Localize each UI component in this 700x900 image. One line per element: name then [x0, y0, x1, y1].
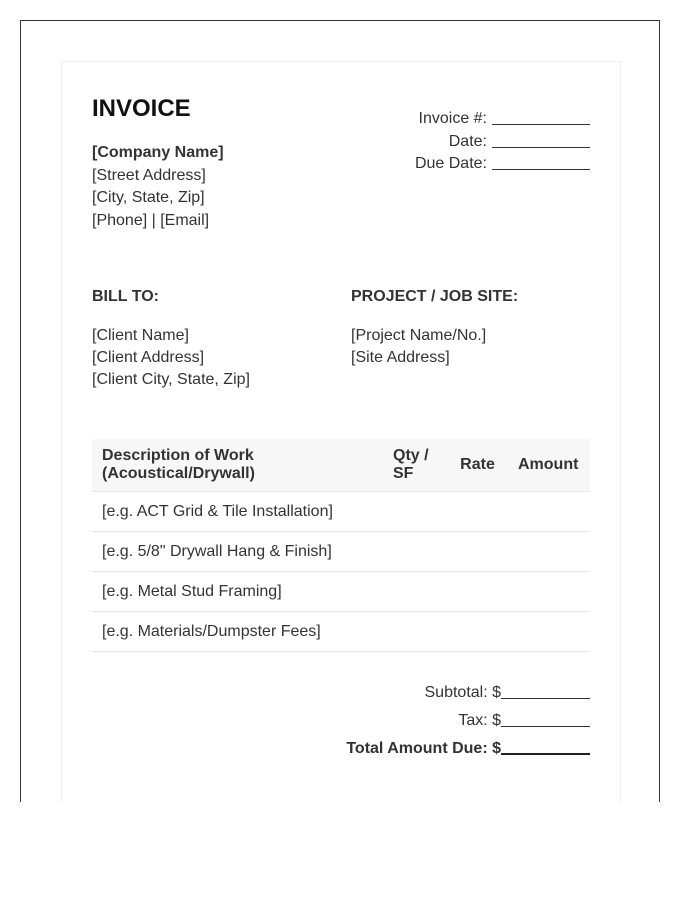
- row-qty[interactable]: [383, 572, 445, 612]
- date-row: [415, 131, 590, 154]
- row-amount[interactable]: [510, 532, 590, 572]
- table-row: [92, 612, 590, 652]
- row-rate[interactable]: [445, 572, 510, 612]
- invoice-number-blank[interactable]: [492, 108, 590, 125]
- qty-header: [383, 439, 445, 492]
- tax-blank[interactable]: [501, 710, 590, 727]
- rate-header: Rate: [445, 439, 510, 492]
- total-due-blank[interactable]: [501, 737, 590, 755]
- subtotal-label: Subtotal: $: [424, 684, 501, 701]
- invoice-meta: [415, 108, 590, 176]
- project-name: [Project Name/No.]: [351, 327, 487, 344]
- table-row: [92, 492, 590, 532]
- invoice-number-row: [415, 108, 590, 131]
- date-blank[interactable]: [492, 131, 590, 148]
- row-amount[interactable]: [510, 612, 590, 652]
- row-description[interactable]: [e.g. ACT Grid & Tile Installation]: [92, 492, 383, 532]
- row-rate[interactable]: [445, 612, 510, 652]
- project-block: [351, 325, 486, 369]
- row-description[interactable]: [e.g. 5/8" Drywall Hang & Finish]: [92, 532, 383, 572]
- invoice-title: INVOICE: [92, 95, 191, 122]
- table-header-row: [92, 439, 590, 492]
- table-row: [92, 572, 590, 612]
- qty-header-line1: Qty /: [393, 447, 429, 464]
- bill-to-heading: BILL TO:: [92, 288, 159, 305]
- company-city: [City, State, Zip]: [92, 189, 205, 206]
- due-date-label: Due Date:: [414, 155, 487, 172]
- table-row: [92, 532, 590, 572]
- description-header: [92, 439, 383, 492]
- company-info: [92, 142, 224, 232]
- client-city: [Client City, State, Zip]: [92, 371, 250, 388]
- row-amount[interactable]: [510, 492, 590, 532]
- subtotal-blank[interactable]: [501, 682, 590, 699]
- row-qty[interactable]: [383, 612, 445, 652]
- company-name: [Company Name]: [92, 144, 224, 161]
- client-name: [Client Name]: [92, 327, 189, 344]
- site-address: [Site Address]: [351, 349, 450, 366]
- subtotal-row: [346, 682, 590, 710]
- row-rate[interactable]: [445, 532, 510, 572]
- due-date-blank[interactable]: [492, 153, 590, 170]
- row-qty[interactable]: [383, 492, 445, 532]
- invoice-number-label: Invoice #:: [418, 110, 487, 127]
- row-description[interactable]: [e.g. Metal Stud Framing]: [92, 572, 383, 612]
- bill-to-block: [92, 325, 250, 391]
- description-header-line1: Description of Work: [102, 447, 254, 464]
- row-qty[interactable]: [383, 532, 445, 572]
- row-description[interactable]: [e.g. Materials/Dumpster Fees]: [92, 612, 383, 652]
- row-rate[interactable]: [445, 492, 510, 532]
- total-due-label: Total Amount Due: $: [346, 740, 501, 757]
- project-heading: PROJECT / JOB SITE:: [351, 288, 519, 305]
- work-table: [92, 439, 590, 652]
- amount-header: Amount: [510, 439, 590, 492]
- client-address: [Client Address]: [92, 349, 205, 366]
- tax-label: Tax: $: [458, 711, 501, 729]
- description-header-line2: (Acoustical/Drywall): [102, 465, 255, 482]
- totals-block: [346, 682, 590, 765]
- tax-row: [346, 710, 590, 738]
- company-street: [Street Address]: [92, 166, 206, 184]
- company-contact: [Phone] | [Email]: [92, 211, 210, 229]
- date-label: Date:: [448, 132, 487, 150]
- qty-header-line2: SF: [393, 465, 414, 482]
- total-due-row: [346, 737, 590, 765]
- row-amount[interactable]: [510, 572, 590, 612]
- due-date-row: [415, 153, 590, 176]
